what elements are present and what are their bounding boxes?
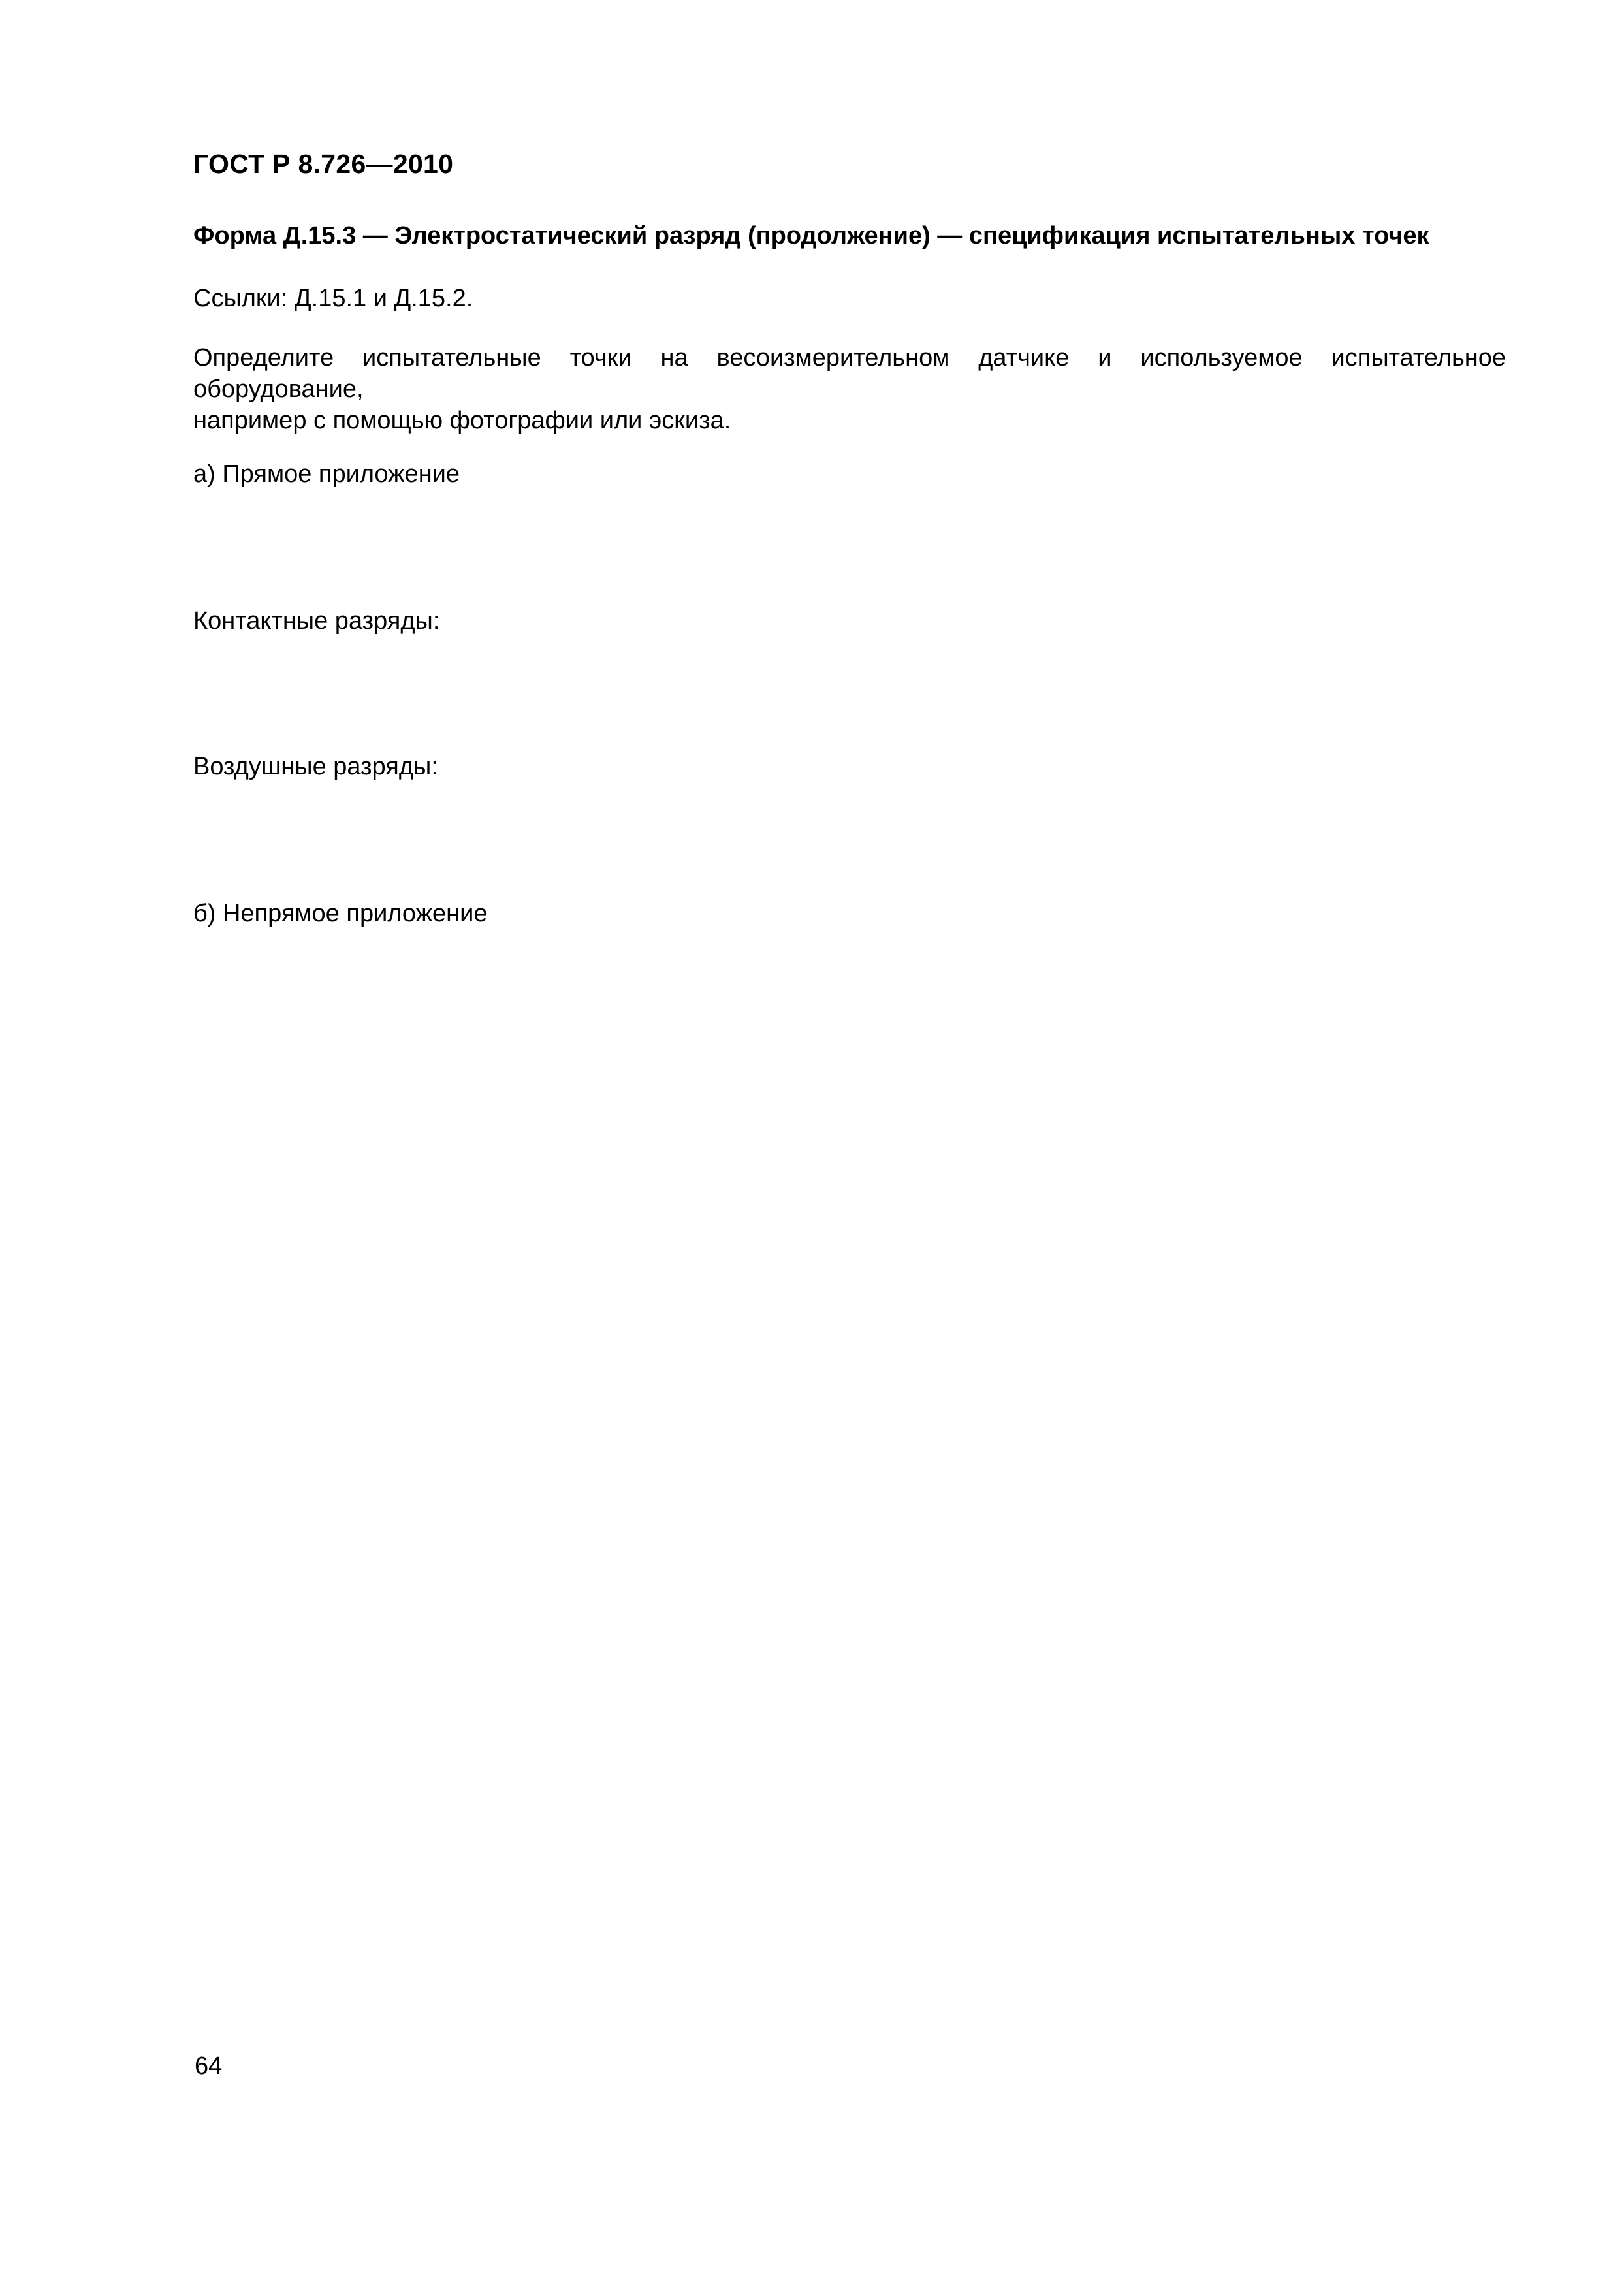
intro-paragraph [193,342,1506,436]
contact-discharges-label: Контактные разряды: [193,607,440,635]
references-line: Ссылки: Д.15.1 и Д.15.2. [193,285,473,312]
form-title: Форма Д.15.3 — Электростатический разряд (продолжение) — спецификация испытательных точек [193,222,1429,249]
intro-line-1: Определите испытательные точки на весоизмерительном датчике и используемое испытательное оборудование, [193,344,1506,403]
item-b-indirect-application: б) Непрямое приложение [193,900,488,927]
item-a-direct-application: а) Прямое приложение [193,460,460,488]
document-header: ГОСТ Р 8.726—2010 [193,149,454,179]
intro-line-2: например с помощью фотографии или эскиза. [193,407,731,434]
air-discharges-label: Воздушные разряды: [193,753,438,780]
page-number: 64 [195,2052,223,2080]
